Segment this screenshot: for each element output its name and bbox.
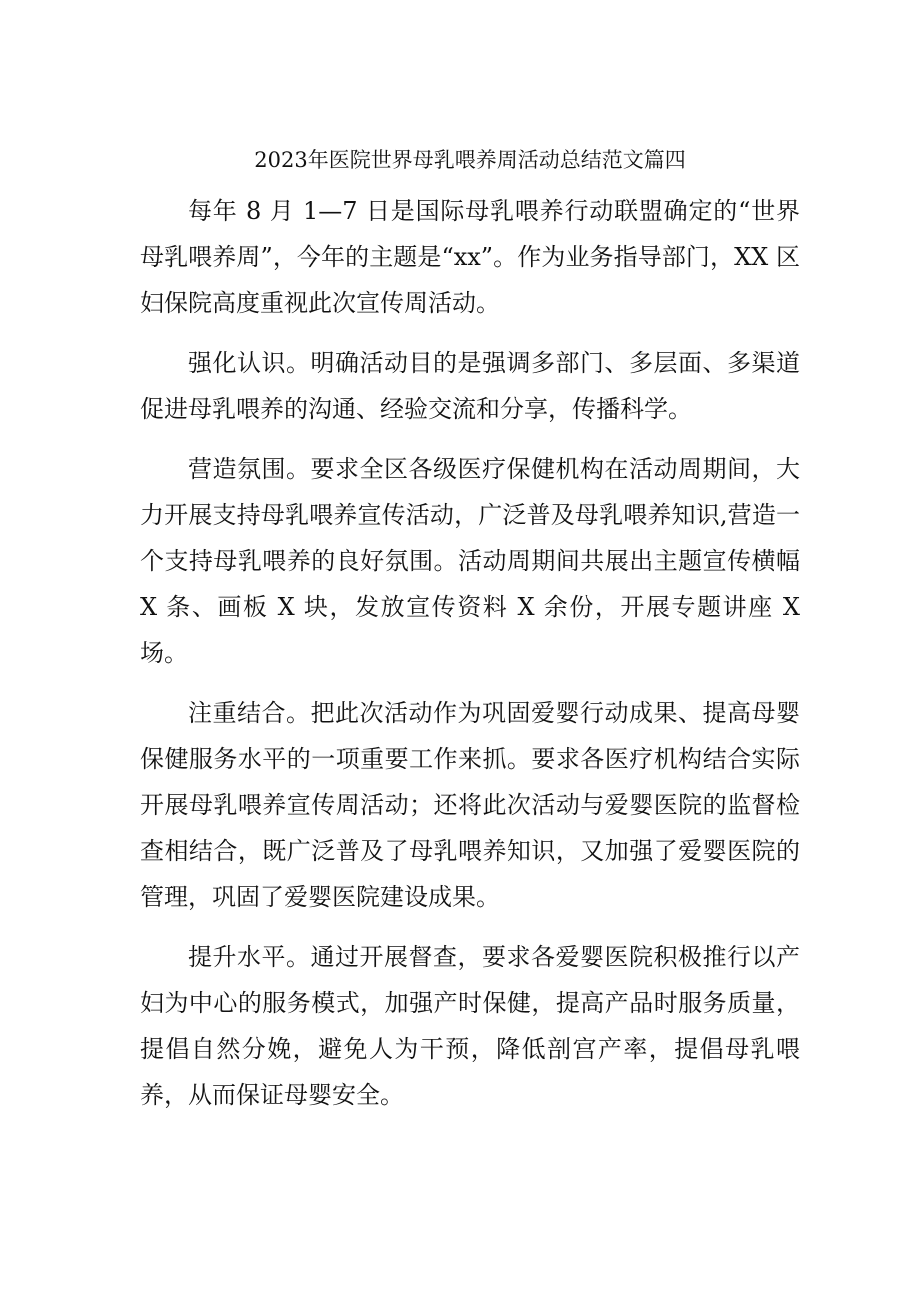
paragraph-intro: 每年 8 月 1—7 日是国际母乳喂养行动联盟确定的“世界母乳喂养周”，今年的主题是“xx”。作为业务指导部门，XX 区妇保院高度重视此次宣传周活动。 <box>140 197 800 317</box>
paragraph-create-atmosphere: 营造氛围。要求全区各级医疗保健机构在活动周期间，大力开展支持母乳喂养宣传活动，广泛普及母乳喂养知识,营造一个支持母乳喂养的良好氛围。活动周期间共展出主题宣传横幅 X 条、画板 X 块，发放宣传资料 X 余份，开展专题讲座 X 场。 <box>140 455 800 667</box>
document-title: 2023年医院世界母乳喂养周活动总结范文篇四 <box>254 148 686 172</box>
paragraph-focus-combination: 注重结合。把此次活动作为巩固爱婴行动成果、提高母婴保健服务水平的一项重要工作来抓。要求各医疗机构结合实际开展母乳喂养宣传周活动；还将此次活动与爱婴医院的监督检查相结合，既广泛普及了母乳喂养知识，又加强了爱婴医院的管理，巩固了爱婴医院建设成果。 <box>140 699 800 911</box>
paragraph-improve-level: 提升水平。通过开展督查，要求各爱婴医院积极推行以产妇为中心的服务模式，加强产时保健，提高产品时服务质量，提倡自然分娩，避免人为干预，降低剖宫产率，提倡母乳喂养，从而保证母婴安全。 <box>140 943 800 1109</box>
paragraph-strengthen-awareness: 强化认识。明确活动目的是强调多部门、多层面、多渠道促进母乳喂养的沟通、经验交流和分享，传播科学。 <box>140 349 800 423</box>
